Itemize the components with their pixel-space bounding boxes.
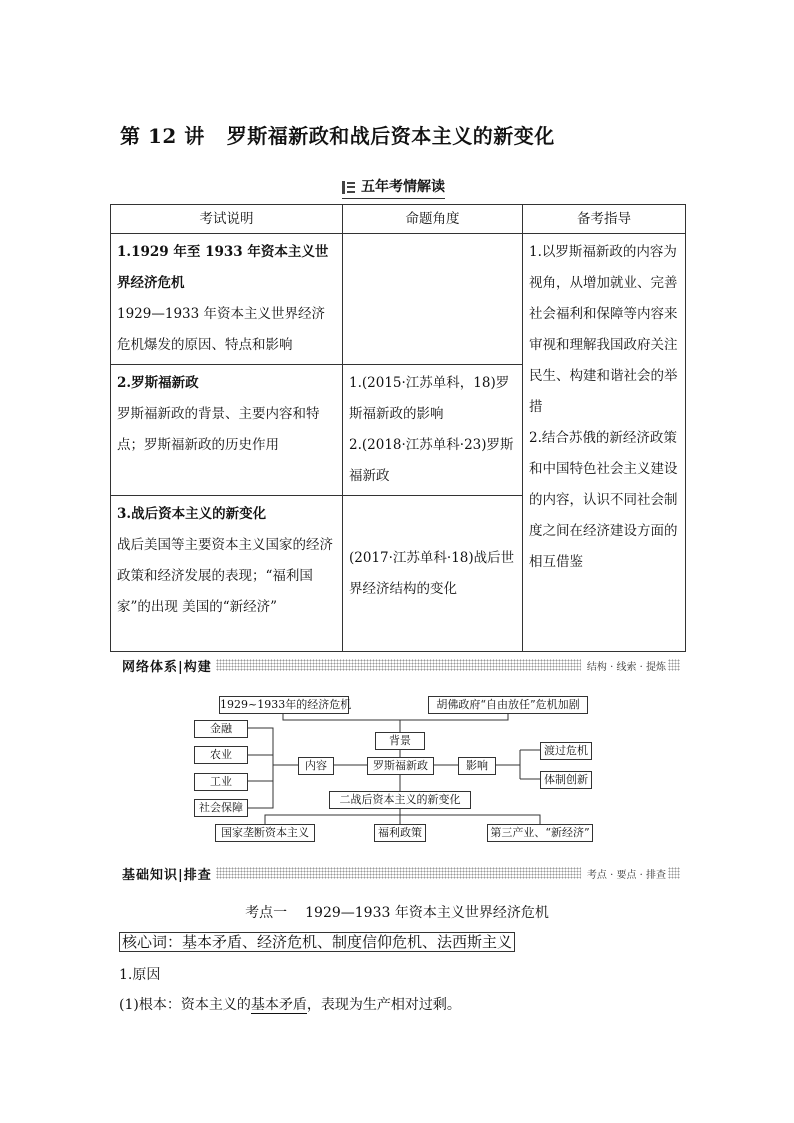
innovation-box: 体制创新 (540, 771, 592, 789)
crisis-box: 1929~1933年的经济危机 (219, 696, 349, 714)
root-cause-line: (1)根本：资本主义的基本矛盾，表现为生产相对过剩。 (119, 997, 461, 1013)
explain-cell (111, 234, 343, 365)
explain-cell (111, 365, 343, 496)
agriculture-box: 农业 (194, 746, 248, 764)
overcome-crisis-box: 渡过危机 (540, 742, 592, 760)
postwar-box: 二战后资本主义的新变化 (329, 791, 471, 809)
lesson-title (120, 120, 555, 149)
angle-cell (343, 234, 523, 365)
explain-text: 战后美国等主要资本主义国家的经济政策和经济发展的表现；“福利国家”的出现 美国的“新经济” (117, 537, 333, 615)
network-section-label: 网络体系|构建 (118, 656, 216, 675)
header-cell: 命题角度 (343, 205, 523, 234)
guide-cell (523, 234, 686, 652)
lesson-number: 第 12 讲 (120, 124, 205, 148)
finance-box: 金融 (194, 720, 248, 738)
state-monopoly-box: 国家垄断资本主义 (215, 824, 315, 842)
explain-text: 1929—1933 年资本主义世界经济危机爆发的原因、特点和影响 (117, 306, 326, 353)
dotted-rule-end (668, 867, 680, 879)
section-bars-icon (342, 181, 355, 194)
guide-text: 1.以罗斯福新政的内容为视角，从增加就业、完善社会福利和保障等内容来审视和理解我国政府关注民生、构建和谐社会的举措 2.结合苏俄的新经济政策和中国特色社会主义建设的内容，认识不同社会制度之间在经济建设方面的相互借鉴 (529, 244, 678, 570)
kaodian-title (0, 902, 794, 922)
explain-text: 罗斯福新政的背景、主要内容和特点；罗斯福新政的历史作用 (117, 406, 320, 453)
welfare-box: 福利政策 (374, 824, 426, 842)
dotted-rule (216, 659, 581, 671)
influence-box: 影响 (458, 757, 496, 775)
header-cell: 考试说明 (111, 205, 343, 234)
explain-cell (111, 496, 343, 652)
content-box: 内容 (298, 757, 334, 775)
industry-box: 工业 (194, 773, 248, 791)
network-section-tail: 结构 · 线索 · 提炼 (581, 658, 668, 673)
dotted-rule (216, 867, 581, 879)
tertiary-box: 第三产业、“新经济” (487, 824, 593, 842)
root-label: (1)根本 (119, 997, 167, 1013)
basic-section-tail: 考点 · 要点 · 排查 (581, 866, 668, 881)
explain-title: 1.1929 年至 1933 年资本主义世界经济危机 (117, 244, 329, 291)
reason-heading: 1.原因 (119, 967, 161, 983)
header-cell: 备考指导 (523, 205, 686, 234)
explain-title: 2.罗斯福新政 (117, 375, 199, 391)
table-row (111, 234, 686, 365)
core-words-box: 核心词：基本矛盾、经济危机、制度信仰危机、法西斯主义 (119, 932, 515, 952)
network-section-bar (118, 658, 680, 675)
exam-table-header (111, 205, 686, 234)
angle-cell: 1.(2015·江苏单科，18)罗斯福新政的影响 2.(2018·江苏单科·23)罗斯福新政 (343, 365, 523, 496)
lesson-name: 罗斯福新政和战后资本主义的新变化 (226, 124, 555, 148)
exam-table (110, 204, 686, 652)
dotted-rule-end (668, 659, 680, 671)
explain-title: 3.战后资本主义的新变化 (117, 506, 267, 522)
basic-section-bar (118, 866, 680, 883)
angle-cell: (2017·江苏单科·18)战后世界经济结构的变化 (343, 496, 523, 652)
key-term: 基本矛盾 (250, 997, 307, 1013)
new-deal-center-box: 罗斯福新政 (367, 757, 434, 775)
exam-section-heading: 五年考情解读 (342, 176, 445, 199)
background-box: 背景 (375, 732, 425, 750)
basic-section-label: 基础知识|排查 (118, 864, 216, 883)
hoover-box: 胡佛政府“自由放任”危机加剧 (428, 696, 588, 714)
social-security-box: 社会保障 (194, 799, 248, 817)
kaodian-label: 考点一 (245, 905, 288, 921)
kaodian-name: 1929—1933 年资本主义世界经济危机 (305, 905, 549, 921)
